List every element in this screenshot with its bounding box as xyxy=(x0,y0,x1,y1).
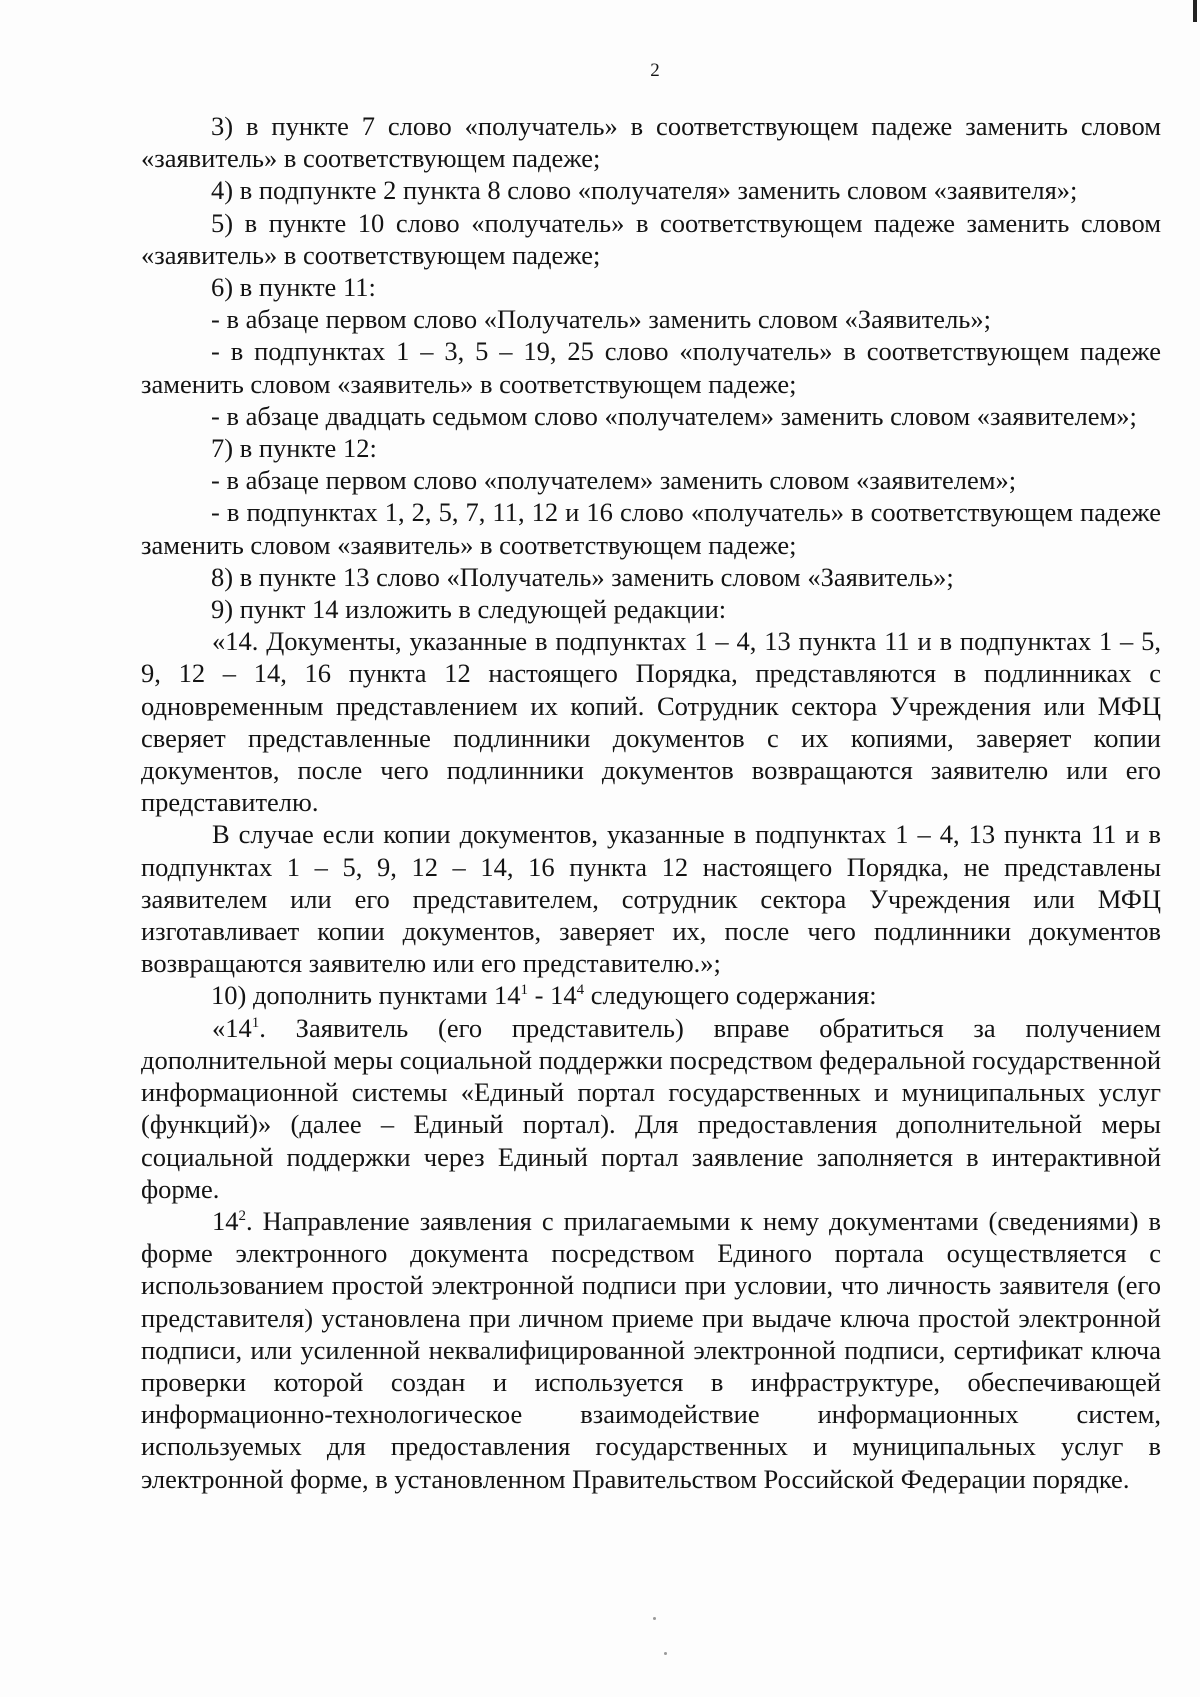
paragraph-item-3: 3) в пункте 7 слово «получатель» в соответствующем падеже заменить словом «заявитель» в соответствующем падеже; xyxy=(141,111,1161,174)
paragraph-item-9: 9) пункт 14 изложить в следующей редакции: xyxy=(211,594,727,625)
clause-14-1-sup: 1 xyxy=(251,1014,260,1031)
scan-speck xyxy=(653,1617,656,1620)
paragraph-item-7-dash-2: - в подпунктах 1, 2, 5, 7, 11, 12 и 16 слово «получатель» в соответствующем падеже заменить словом «заявитель» в соответствующем падеже; xyxy=(141,497,1161,560)
item-10-sup-1: 1 xyxy=(520,982,529,999)
document-body xyxy=(141,110,1161,1495)
paragraph-item-6: 6) в пункте 11: xyxy=(211,272,376,303)
item-10-text-b: - 14 xyxy=(528,980,577,1011)
item-10-sup-4: 4 xyxy=(576,982,585,999)
item-10-text-a: 10) дополнить пунктами 14 xyxy=(211,980,521,1011)
paragraph-clause-14-2 xyxy=(141,1205,1161,1495)
paragraph-item-8: 8) в пункте 13 слово «Получатель» заменить словом «Заявитель»; xyxy=(211,561,954,592)
paragraph-clause-14: «14. Документы, указанные в подпунктах 1 – 4, 13 пункта 11 и в подпунктах 1 – 5, 9, 12 – 14, 16 пункта 12 настоящего Порядка, представляются в подлинниках с одновременным представлением их копий. Сотрудник сектора Учреждения или МФЦ сверяет представленные подлинники документов с их копиями, заверяет копии документов, после чего подлинники документов возвращаются заявителю или его представителю. xyxy=(141,626,1161,818)
paragraph-item-6-dash-2: - в подпунктах 1 – 3, 5 – 19, 25 слово «получатель» в соответствующем падеже заменить словом «заявитель» в соответствующем падеже; xyxy=(141,336,1161,399)
clause-14-1-text-a: «14 xyxy=(212,1012,252,1043)
paragraph-item-4: 4) в подпункте 2 пункта 8 слово «получателя» заменить словом «заявителя»; xyxy=(211,175,1078,206)
clause-14-1-text-b: . Заявитель (его представитель) вправе обратиться за получением дополнительной меры социальной поддержки посредством федеральной государственной информационной системы «Единый портал государственных и муниципальных услуг (функций)» (далее – Единый портал). Для предоставления дополнительной меры социальной поддержки через Единый портал заявление заполняется в интерактивной форме. xyxy=(141,1012,1161,1204)
clause-14-2-text-a: 14 xyxy=(212,1205,239,1236)
page-number: 2 xyxy=(650,60,660,81)
paragraph-item-10 xyxy=(141,979,1161,1011)
paragraph-clause-14-1 xyxy=(141,1012,1161,1205)
paragraph-clause-14-part-2: В случае если копии документов, указанные в подпунктах 1 – 4, 13 пункта 11 и в подпунктах 1 – 5, 9, 12 – 14, 16 пункта 12 настоящего Порядка, не представлены заявителем или его представителем, сотрудник сектора Учреждения или МФЦ изготавливает копии документов, заверяет их, после чего подлинники документов возвращаются заявителю или его представителю.»; xyxy=(141,819,1161,979)
clause-14-2-text-b: . Направление заявления с прилагаемыми к нему документами (сведениями) в форме электронного документа посредством Единого портала осуществляется с использованием простой электронной подписи при условии, что личность заявителя (его представителя) установлена при личном приеме при выдаче ключа простой электронной подписи, или усиленной неквалифицированной электронной подписи, сертификат ключа проверки которой создан и используется в инфраструктуре, обеспечивающей информационно-технологическое взаимодействие информационных систем, используемых для предоставления государственных и муниципальных услуг в электронной форме, в установленном Правительством Российской Федерации порядке. xyxy=(141,1205,1161,1494)
paragraph-item-6-dash-3: - в абзаце двадцать седьмом слово «получателем» заменить словом «заявителем»; xyxy=(211,400,1137,431)
paragraph-item-7-dash-1: - в абзаце первом слово «получателем» заменить словом «заявителем»; xyxy=(211,465,1017,496)
scan-speck xyxy=(664,1652,667,1655)
paragraph-item-7: 7) в пункте 12: xyxy=(211,433,377,464)
item-10-text-c: следующего содержания: xyxy=(584,980,877,1011)
scan-edge-mark xyxy=(1193,0,1197,22)
clause-14-2-sup: 2 xyxy=(238,1208,246,1225)
paragraph-item-5: 5) в пункте 10 слово «получатель» в соответствующем падеже заменить словом «заявитель» в соответствующем падеже; xyxy=(141,207,1161,270)
paragraph-item-6-dash-1: - в абзаце первом слово «Получатель» заменить словом «Заявитель»; xyxy=(211,304,991,335)
